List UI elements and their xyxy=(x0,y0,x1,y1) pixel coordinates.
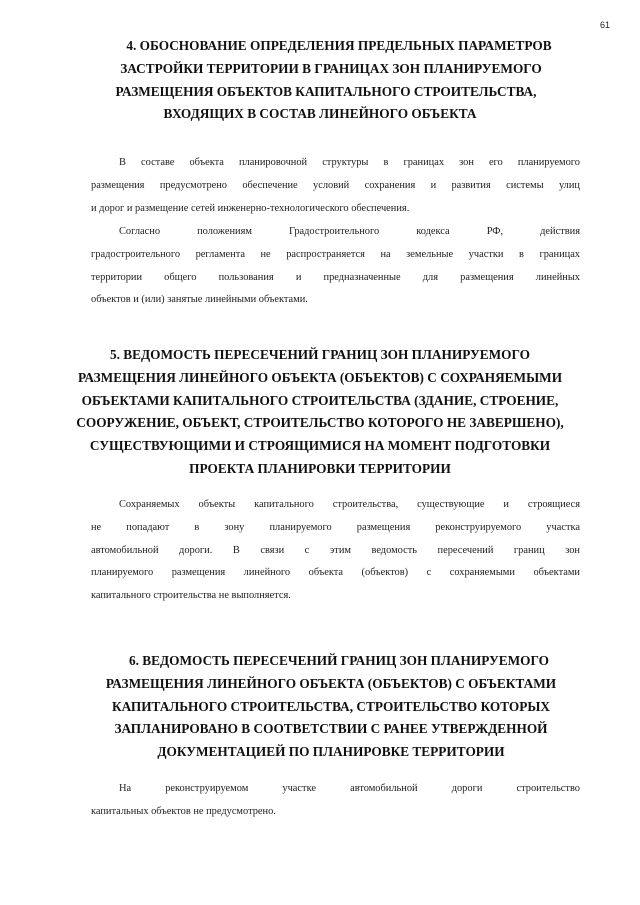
heading-line: КАПИТАЛЬНОГО СТРОИТЕЛЬСТВА, СТРОИТЕЛЬСТВО КОТОРЫХ xyxy=(111,698,551,714)
paragraph-line: и дорог и размещение сетей инженерно-технологического обеспечения. xyxy=(91,202,410,214)
page-number: 61 xyxy=(599,20,610,30)
paragraph-line: капитального строительства не выполняется. xyxy=(91,590,291,602)
paragraph-line: автомобильной дороги. В связи с этим ведомость пересечений границ зон xyxy=(91,544,580,556)
paragraph-line: территории общего пользования и предназначенные для размещения линейных xyxy=(91,271,580,283)
heading-line: ЗАПЛАНИРОВАНО В СООТВЕТСТВИИ С РАНЕЕ УТВЕРЖДЕННОЙ xyxy=(114,721,548,737)
section-4-heading xyxy=(0,35,640,126)
paragraph-line: градостроительного регламента не распространяется на земельные участки в границах xyxy=(91,248,580,260)
heading-line: ЗАСТРОЙКИ ТЕРРИТОРИИ В ГРАНИЦАХ ЗОН ПЛАНИРУЕМОГО xyxy=(120,60,542,76)
heading-line: РАЗМЕЩЕНИЯ ОБЪЕКТОВ КАПИТАЛЬНОГО СТРОИТЕЛЬСТВА, xyxy=(115,83,537,99)
section-5-paragraph xyxy=(91,494,580,608)
paragraph-line: капитальных объектов не предусмотрено. xyxy=(91,805,276,817)
heading-line: ОБЪЕКТАМИ КАПИТАЛЬНОГО СТРОИТЕЛЬСТВА (ЗДАНИЕ, СТРОЕНИЕ, xyxy=(81,392,559,408)
paragraph-line: Согласно положениям Градостроительного кодекса РФ, действия xyxy=(119,226,580,237)
section-4-paragraph-1 xyxy=(91,152,580,220)
paragraph-line: планируемого размещения линейного объекта (объектов) с сохраняемыми объектами xyxy=(91,567,580,579)
heading-line: 4. ОБОСНОВАНИЕ ОПРЕДЕЛЕНИЯ ПРЕДЕЛЬНЫХ ПАРАМЕТРОВ xyxy=(126,38,552,53)
section-4-paragraph-2 xyxy=(91,221,580,312)
heading-line: 5. ВЕДОМОСТЬ ПЕРЕСЕЧЕНИЙ ГРАНИЦ ЗОН ПЛАНИРУЕМОГО xyxy=(109,347,530,362)
heading-line: СООРУЖЕНИЕ, ОБЪЕКТ, СТРОИТЕЛЬСТВО КОТОРОГО НЕ ЗАВЕРШЕНО), xyxy=(76,415,564,431)
section-6-heading xyxy=(0,650,640,764)
heading-line: ДОКУМЕНТАЦИЕЙ ПО ПЛАНИРОВКЕ ТЕРРИТОРИИ xyxy=(157,744,505,760)
paragraph-line: не попадают в зону планируемого размещения реконструируемого участка xyxy=(91,521,580,533)
section-6-paragraph xyxy=(91,778,580,824)
heading-line: ПРОЕКТА ПЛАНИРОВКИ ТЕРРИТОРИИ xyxy=(189,460,451,476)
heading-line: 6. ВЕДОМОСТЬ ПЕРЕСЕЧЕНИЙ ГРАНИЦ ЗОН ПЛАНИРУЕМОГО xyxy=(128,653,549,668)
paragraph-line: размещения предусмотрено обеспечение условий сохранения и развития системы улиц xyxy=(91,179,580,191)
heading-line: СУЩЕСТВУЮЩИМИ И СТРОЯЩИМИСЯ НА МОМЕНТ ПОДГОТОВКИ xyxy=(89,438,551,454)
section-5-heading xyxy=(0,344,640,481)
paragraph-line: На реконструируемом участке автомобильной дороги строительство xyxy=(119,783,580,794)
paragraph-line: объектов и (или) занятые линейными объектами. xyxy=(91,294,308,306)
heading-line: ВХОДЯЩИХ В СОСТАВ ЛИНЕЙНОГО ОБЪЕКТА xyxy=(163,106,477,122)
paragraph-line: Сохраняемых объекты капитального строительства, существующие и строящиеся xyxy=(119,499,580,510)
heading-line: РАЗМЕЩЕНИЯ ЛИНЕЙНОГО ОБЪЕКТА (ОБЪЕКТОВ) С ОБЪЕКТАМИ xyxy=(105,675,557,691)
heading-line: РАЗМЕЩЕНИЯ ЛИНЕЙНОГО ОБЪЕКТА (ОБЪЕКТОВ) С СОХРАНЯЕМЫМИ xyxy=(77,369,563,385)
paragraph-line: В составе объекта планировочной структуры в границах зон его планируемого xyxy=(119,157,580,168)
